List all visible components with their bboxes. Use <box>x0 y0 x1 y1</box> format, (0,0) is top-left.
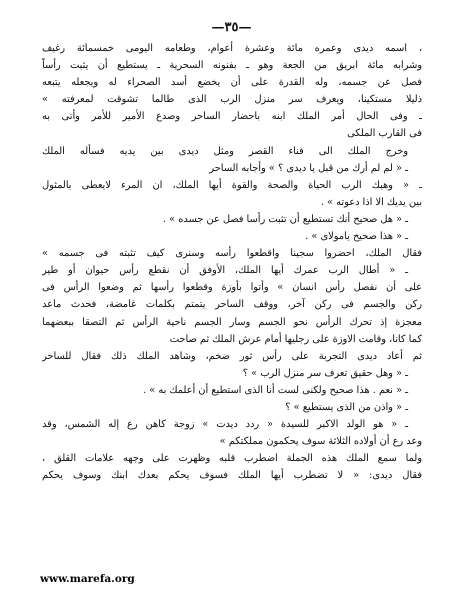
footer-site-url: www.marefa.org <box>40 573 135 585</box>
document-body <box>42 40 422 484</box>
text-line: ـ « واذن من الذى يستطيع » ؟ <box>285 401 408 413</box>
text-line: فصل عن جسمه، وله القدرة على أن يخضع أسد الصحراء له ويجعله يتبعه <box>42 77 422 89</box>
text-line: وخرج الملك الى فناء القصر ومثل ديدى بين يديه فسأله الملك <box>42 145 408 157</box>
text-line: ـ « أطال الرب عمرك أيها الملك، الأوفق أن نقطع رأس حيوان أو طير <box>42 265 408 277</box>
text-line: ركن والجسم فى ركن آخر، ووقف الساحر يتمتم بكلمات غامضة، فحدث ماعد <box>42 299 422 311</box>
text-line: ولما سمع الملك هذه الجملة اضطرب قلبه وظهرت على وجهه علامات القلق ، <box>42 453 422 465</box>
text-line: وشرابه مائة ابريق من الجعة وهو ـ بفنونه السحرية ـ يستطيع أن يثبت رأساً <box>42 60 422 72</box>
text-line: كما كانا، وقامت الاوزة على رجليها أمام عرش الملك ثم صاحت <box>169 333 422 345</box>
page-number: —٣٥— <box>211 20 252 35</box>
text-line: فقال الملك، احضروا سجينا واقطعوا رأسه وسنرى كيف تثبته فى جسمه » <box>42 248 422 260</box>
text-line: فقال ديدى: « لا تضطرب أيها الملك فسوف يحكم بعدك ابنك وسوف يحكم <box>42 470 422 482</box>
text-line: ـ « هل صحيح أنك تستطيع أن تثبت رأسا فصل عن جسده » . <box>162 213 408 225</box>
text-line: ، اسمه ديدى وعمره مائة وعشرة أعوام، وطعامه اليومى خمسمائة رغيف <box>42 43 422 54</box>
text-line: معجزة إذ تحرك الرأس نحو الجسم وسار الجسم ناحية الرأس ثم التصقا ببعضهما <box>42 316 422 328</box>
text-line: بين يديك الا اذا دعوته » . <box>320 196 422 208</box>
text-line: ـ « هذا صحيح يامولاى » . <box>305 231 408 243</box>
text-line: ـ « لم لم أرك من قبل يا ديدى ؟ » وأجابه الساحر <box>209 162 408 174</box>
text-line: ـ « وهل حقيق تعرف سر منزل الرب » ؟ <box>242 367 408 379</box>
text-line: ذليلا مستكينا، ويعرف سر منزل الرب الذى طالما تشوقت لمعرفته » <box>42 94 422 106</box>
text-line: فى القارب الملكى <box>347 128 422 140</box>
text-line: ـ وفى الحال أمر الملك ابنه باحضار الساحر وصدع الأمير للأمر وأتى به <box>42 111 422 123</box>
text-line: ـ « وهبك الرب الحياة والصحة والقوة أيها الملك، ان المرء لايعطى بالمثول <box>42 179 422 191</box>
text-line: ـ « نعم . هذا صحيح ولكنى لست أنا الذى استطيع أن أعلمك به » . <box>143 384 408 396</box>
text-line: ثم أعاد ديدى التجربة على رأس ثور ضخم، وشاهد الملك ذلك فقال للساحر <box>42 350 422 362</box>
text-line: ـ « هو الولد الاكبر للسيدة « ردد ديدت » زوجة كاهن رع إله الشمس، وقد <box>42 419 408 431</box>
text-line: على أن نفصل رأس انسان » وأتوا بأوزة وقطعوا رأسها ثم وضعوا الرأس فى <box>42 282 422 294</box>
text-line: وعد رع أن أولاده الثلاثة سوف يحكمون مملكتكم » <box>219 436 422 448</box>
